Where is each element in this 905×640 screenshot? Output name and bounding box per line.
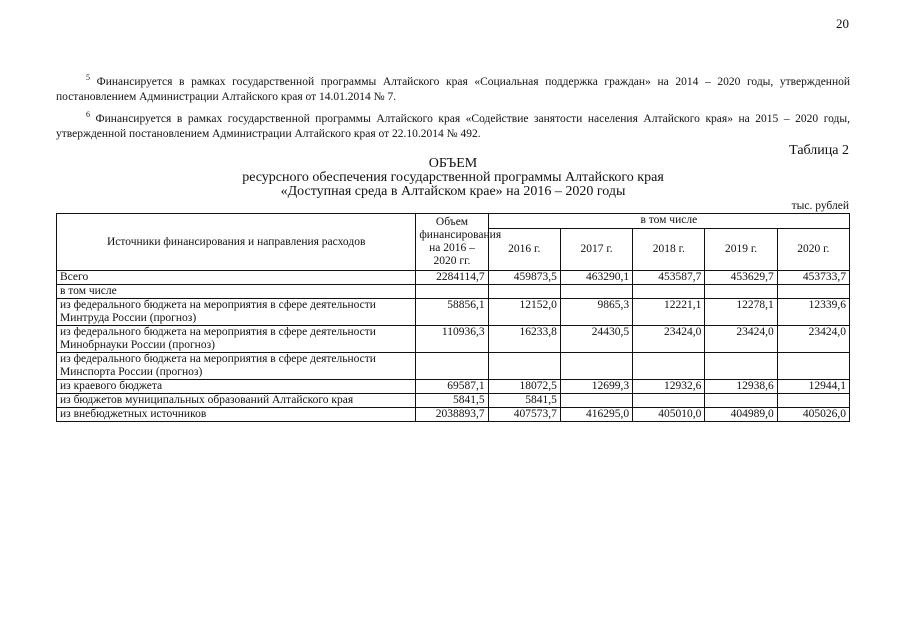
header-row	[57, 214, 850, 229]
footnote-5	[56, 70, 850, 105]
row-year-value	[633, 285, 705, 299]
row-total-value	[416, 353, 488, 380]
row-year-value	[777, 353, 849, 380]
row-year-value	[705, 394, 777, 408]
table-row	[57, 408, 850, 422]
row-year-value: 405010,0	[633, 408, 705, 422]
row-total-value: 69587,1	[416, 380, 488, 394]
row-total-value	[416, 285, 488, 299]
row-year-value	[777, 394, 849, 408]
row-year-value: 453733,7	[777, 271, 849, 285]
footnote-mark: 5	[86, 73, 90, 82]
header-year-2016: 2016 г.	[488, 228, 560, 271]
row-year-value: 12944,1	[777, 380, 849, 394]
units-label: тыс. рублей	[791, 200, 849, 212]
footnote-text: Финансируется в рамках государственной программы Алтайского края «Содействие занятости населения Алтайского края» на 2015 – 2020 годы, утвержденной постановлением Администрации Алтайского края от 22.10.2014 № 492.	[56, 112, 850, 140]
row-year-value	[488, 353, 560, 380]
row-year-value: 404989,0	[705, 408, 777, 422]
header-year-2018: 2018 г.	[633, 228, 705, 271]
row-year-value	[777, 285, 849, 299]
title-line-3: «Доступная среда в Алтайском крае» на 2016 – 2020 годы	[280, 184, 626, 199]
row-year-value: 23424,0	[777, 326, 849, 353]
row-year-value	[560, 394, 632, 408]
table-row	[57, 299, 850, 326]
title-line-1: ОБЪЕМ	[428, 156, 478, 171]
row-year-value: 12938,6	[705, 380, 777, 394]
row-year-value: 12278,1	[705, 299, 777, 326]
row-source-name: из краевого бюджета	[57, 380, 416, 394]
row-year-value: 453629,7	[705, 271, 777, 285]
table-row	[57, 326, 850, 353]
row-year-value: 9865,3	[560, 299, 632, 326]
table-row	[57, 394, 850, 408]
row-year-value	[560, 353, 632, 380]
header-including: в том числе	[488, 214, 849, 229]
row-year-value: 12932,6	[633, 380, 705, 394]
row-year-value: 12152,0	[488, 299, 560, 326]
row-source-name: из внебюджетных источников	[57, 408, 416, 422]
table-row	[57, 271, 850, 285]
row-year-value: 23424,0	[705, 326, 777, 353]
footnote-mark: 6	[86, 109, 90, 119]
row-year-value: 453587,7	[633, 271, 705, 285]
table-row	[57, 285, 850, 299]
row-year-value	[705, 285, 777, 299]
header-year-2020: 2020 г.	[777, 228, 849, 271]
row-total-value: 5841,5	[416, 394, 488, 408]
row-source-name: Всего	[57, 271, 416, 285]
row-year-value: 12339,6	[777, 299, 849, 326]
header-total: Объем финансирования на 2016 – 2020 гг.	[416, 214, 488, 271]
page-number: 20	[836, 16, 849, 31]
row-source-name: из федерального бюджета на мероприятия в сфере деятельности Минспорта России (прогноз)	[57, 353, 416, 380]
row-year-value: 23424,0	[633, 326, 705, 353]
table-row	[57, 380, 850, 394]
footnote-6	[56, 107, 850, 142]
row-source-name: из бюджетов муниципальных образований Алтайского края	[57, 394, 416, 408]
row-total-value: 58856,1	[416, 299, 488, 326]
row-year-value: 416295,0	[560, 408, 632, 422]
header-year-2019: 2019 г.	[705, 228, 777, 271]
row-year-value: 5841,5	[488, 394, 560, 408]
row-source-name: из федерального бюджета на мероприятия в сфере деятельности Минобрнауки России (прогноз)	[57, 326, 416, 353]
header-source: Источники финансирования и направления расходов	[57, 214, 416, 271]
row-source-name: в том числе	[57, 285, 416, 299]
table-label: Таблица 2	[789, 143, 849, 158]
row-year-value: 12699,3	[560, 380, 632, 394]
row-year-value: 405026,0	[777, 408, 849, 422]
table-title	[56, 157, 850, 199]
row-year-value: 407573,7	[488, 408, 560, 422]
row-year-value: 16233,8	[488, 326, 560, 353]
row-total-value: 2284114,7	[416, 271, 488, 285]
row-year-value	[633, 394, 705, 408]
row-year-value	[560, 285, 632, 299]
row-year-value: 18072,5	[488, 380, 560, 394]
row-year-value	[705, 353, 777, 380]
row-year-value	[488, 285, 560, 299]
row-source-name: из федерального бюджета на мероприятия в сфере деятельности Минтруда России (прогноз)	[57, 299, 416, 326]
footnotes	[56, 70, 850, 144]
title-line-2: ресурсного обеспечения государственной программы Алтайского края	[242, 170, 664, 185]
header-year-2017: 2017 г.	[560, 228, 632, 271]
row-year-value: 12221,1	[633, 299, 705, 326]
table-body	[57, 271, 850, 422]
row-year-value: 24430,5	[560, 326, 632, 353]
row-year-value	[633, 353, 705, 380]
budget-table	[56, 213, 850, 422]
row-total-value: 2038893,7	[416, 408, 488, 422]
row-year-value: 463290,1	[560, 271, 632, 285]
row-year-value: 459873,5	[488, 271, 560, 285]
row-total-value: 110936,3	[416, 326, 488, 353]
footnote-text: Финансируется в рамках государственной программы Алтайского края «Социальная поддержка граждан» на 2014 – 2020 годы, утвержденной постановлением Администрации Алтайского края от 14.01.2014 № 7.	[56, 75, 851, 103]
table-row	[57, 353, 850, 380]
